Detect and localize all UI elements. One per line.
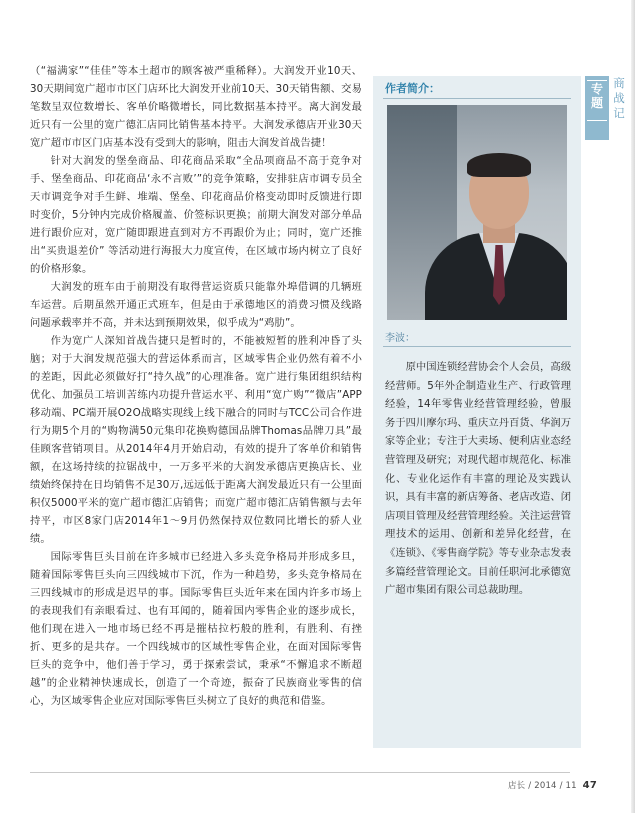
tab-rule [587,120,607,121]
page-edge [631,0,635,813]
author-bio-text: 原中国连锁经营协会个人会员，高级经营师。5年外企制造业生产、行政管理经验，14年零售业经营管理经验，曾服务于四川摩尔玛、重庆立丹百货、华润万家等企业；专注于大卖场、便利店业态经营管理及研究；对现代超市规范化、标准化、专业化运作有丰富的理论及实践认识，具有丰富的新店筹备、老店改造、闭店项目管理及经营管理经验。关注运营管理技术的运用、创新和差异化经营，在《连锁》、《零售商学院》等专业杂志发表多篇经营管理论文。目前任职河北承德宽广超市集团有限公司总裁助理。 [385,361,571,597]
divider [383,346,571,347]
article-paragraph: 大润发的班车由于前期没有取得营运资质只能靠外埠借调的几辆班车运营。后期虽然开通正式班车，但是由于承德地区的消费习惯及线路问题承载率并不高，并未达到预期效果，似乎成为“鸡肋”。 [30,281,362,329]
author-name: 李波： [385,333,415,344]
photo-hair [467,153,531,177]
tab-rule [587,80,607,81]
article-paragraph: 国际零售巨头目前在许多城市已经进入多头竞争格局并形成多旦，随着国际零售巨头向三四线城市下沉，作为一种趋势，多头竞争格局在三四线城市的形成是迟早的事。国际零售巨头近年来在国内许多市场上的表现我们有亲眼看过、也有耳闻的，随着国内零售企业的逐步成长，他们现在进入一地市场已经不再是摧枯拉朽般的胜利，有胜利、有挫折、更多的是共存。一个四线城市的区域性零售企业，在面对国际零售巨头的竞争中，他们善于学习，勇于探索尝试，秉承“不懈追求不断超越”的企业精神快速成长，创造了一个奇迹，振奋了民族商业零售的信心，为区域零售企业应对国际零售巨头树立了良好的典范和借鉴。 [30,551,362,707]
article-body [30,62,362,710]
divider [383,98,571,99]
footer-divider [30,772,570,773]
section-tab [585,76,609,140]
author-bio [385,358,571,600]
issue-info: 店长 / 2014 / 11 [507,781,577,791]
page-number: 47 [582,780,597,791]
author-heading: 作者简介： [385,82,440,95]
author-photo [387,105,567,320]
author-sidebar [373,76,581,748]
article-paragraph: 针对大润发的堡垒商品、印花商品采取“全品项商品不高于竞争对手、堡垒商品、印花商品‘永不言败’”的竞争策略，安排驻店市调专员全天市调竞争对手生鲜、堆端、堡垒、印花商品价格变动即时反馈进行即时变价，5分钟内完成价格履盖、价签标识更换；前期大润发对部分单品进行跟价应对，宽广随即跟进直到对方不再跟价为止；同时，宽广还推出“买贵退差价” 等活动进行海报大力度宣传，在区域市场内树立了良好的价格形象。 [30,155,362,275]
article-paragraph: 作为宽广人深知首战告捷只是暂时的，不能被短暂的胜利冲昏了头脑；对于大润发规范强大的营运体系而言，区域零售企业仍然有着不小的差距，因此必须做好打“持久战”的心理准备。宽广进行集团组织结构优化、加强员工培训苦练内功提升营运水平、利用“宽广购”“微店”APP移动端、PC端开展O2O战略实现线上线下融合的同时与TCC公司合作进行为期5个月的“购物满50元集印花换购德国品牌Thomas品牌刀具”最佳顾客营销项目。从2014年4月开始启动，有效的提升了客单价和销售额，在这场持续的拉锯战中，一万多平米的大润发承德店更换店长、业绩始终保持在日均销售不足30万,远远低于距离大润发最近只有一公里面积仅5000平米的宽广超市德汇店销售；而宽广超市德汇店销售额与去年持平，市区8家门店2014年1～9月仍然保持双位数同比增长的骄人业绩。 [30,335,362,545]
section-tab-label: 专题 [590,82,603,110]
section-label: 商战记 [613,76,625,120]
page-footer [508,779,597,791]
article-paragraph: （“福满家”“佳佳”等本土超市的顾客被严重稀释）。大润发开业10天、30天期间宽广超市市区门店环比大润发开业前10天、30天销售额、交易笔数呈双位数增长、客单价略微增长，同比数据基本持平。离大润发最近只有一公里的宽广德汇店同比销售基本持平。大润发承德店开业30天宽广超市市区门店基本没有受到大的影响，阻击大润发首战告捷！ [30,65,362,149]
